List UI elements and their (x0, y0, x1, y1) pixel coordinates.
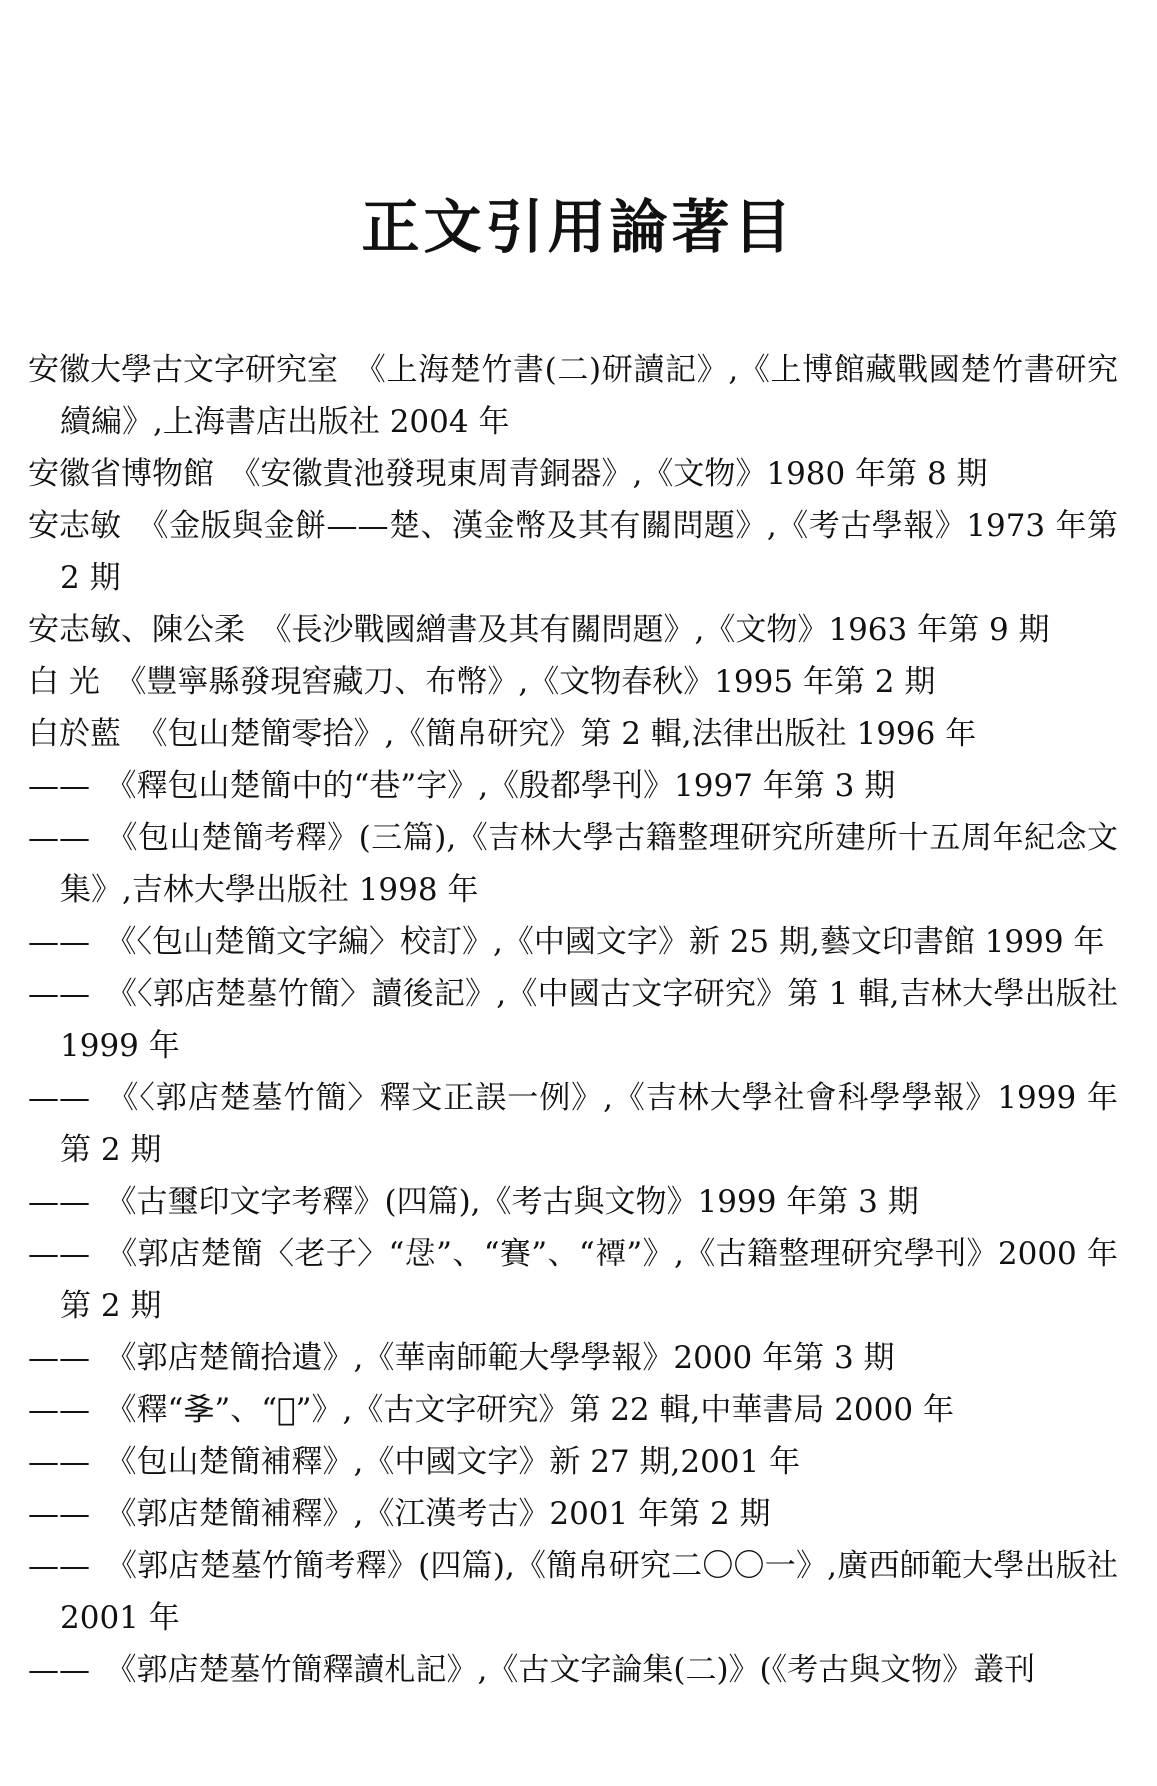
entry-work: 《〈郭店楚墓竹簡〉讀後記》,《中國古文字研究》第 1 輯,吉林大學出版社 1999 年 (60, 976, 1118, 1064)
bibliography-entry (28, 968, 1118, 1072)
bibliography-entry (28, 1540, 1118, 1644)
entry-work: 《上海楚竹書(二)研讀記》,《上博館藏戰國楚竹書研究續編》,上海書店出版社 2004 年 (60, 352, 1118, 440)
page-title: 正文引用論著目 (361, 193, 796, 261)
bibliography-entry (28, 500, 1118, 604)
bibliography-entry (28, 760, 1118, 812)
entry-work: 《金版與金餅——楚、漢金幣及其有關問題》,《考古學報》1973 年第 2 期 (60, 508, 1118, 596)
entry-author: —— (28, 1548, 90, 1584)
bibliography-entry (28, 1176, 1118, 1228)
entry-author: —— (28, 1080, 90, 1116)
bibliography-entry (28, 1384, 1118, 1436)
entry-work: 《郭店楚簡〈老子〉“𢘓”、“賽”、“𧝓”》,《古籍整理研究學刊》2000 年第 2 期 (60, 1236, 1119, 1324)
entry-author: —— (28, 924, 90, 960)
entry-author: —— (28, 1496, 90, 1532)
entry-work: 《釋包山楚簡中的“巷”字》,《殷都學刊》1997 年第 3 期 (121, 768, 896, 804)
entry-work: 《郭店楚墓竹簡考釋》(四篇),《簡帛研究二〇〇一》,廣西師範大學出版社 2001 年 (60, 1548, 1118, 1636)
bibliography-entry (28, 344, 1118, 448)
bibliography-entry (28, 448, 1118, 500)
entry-work: 《郭店楚墓竹簡釋讀札記》,《古文字論集(二)》(《考古與文物》叢刊 (121, 1652, 1036, 1688)
entry-author: 白 光 (28, 664, 100, 700)
entry-author: 白於藍 (28, 716, 121, 752)
bibliography-entry (28, 1072, 1118, 1176)
bibliography-entry (28, 604, 1118, 656)
bibliography-entry (28, 812, 1118, 916)
entry-work: 《豐寧縣發現窖藏刀、布幣》,《文物春秋》1995 年第 2 期 (130, 664, 936, 700)
entry-author: 安徽大學古文字研究室 (28, 352, 338, 388)
entry-work: 《包山楚簡考釋》(三篇),《吉林大學古籍整理研究所建所十五周年紀念文集》,吉林大學出版社 1998 年 (60, 820, 1118, 908)
entry-author: —— (28, 820, 90, 856)
entry-work: 《長沙戰國繒書及其有關問題》,《文物》1963 年第 9 期 (276, 612, 1050, 648)
bibliography-entry (28, 1644, 1118, 1696)
entry-work: 《安徽貴池發現東周青銅器》,《文物》1980 年第 8 期 (245, 456, 988, 492)
entry-author: —— (28, 768, 90, 804)
entry-author: 安志敏、陳公柔 (28, 612, 245, 648)
entry-work: 《〈郭店楚墓竹簡〉釋文正誤一例》,《吉林大學社會科學學報》1999 年第 2 期 (60, 1080, 1118, 1168)
bibliography-entry (28, 656, 1118, 708)
bibliography-list (28, 344, 1118, 1696)
entry-author: —— (28, 1236, 90, 1272)
entry-work: 《古璽印文字考釋》(四篇),《考古與文物》1999 年第 3 期 (121, 1184, 919, 1220)
entry-work: 《包山楚簡補釋》,《中國文字》新 27 期,2001 年 (121, 1444, 801, 1480)
entry-work: 《郭店楚簡補釋》,《江漢考古》2001 年第 2 期 (121, 1496, 771, 1532)
bibliography-entry (28, 708, 1118, 760)
bibliography-entry (28, 1228, 1118, 1332)
entry-author: —— (28, 1444, 90, 1480)
entry-author: —— (28, 1340, 90, 1376)
entry-author: —— (28, 1184, 90, 1220)
entry-author: —— (28, 1392, 90, 1428)
bibliography-entry (28, 916, 1118, 968)
entry-author: —— (28, 976, 90, 1012)
entry-work: 《包山楚簡零拾》,《簡帛研究》第 2 輯,法律出版社 1996 年 (152, 716, 977, 752)
entry-author: 安志敏 (28, 508, 121, 544)
bibliography-entry (28, 1488, 1118, 1540)
entry-author: 安徽省博物館 (28, 456, 214, 492)
bibliography-entry (28, 1436, 1118, 1488)
bibliography-entry (28, 1332, 1118, 1384)
entry-author: —— (28, 1652, 90, 1688)
entry-work: 《釋“𡥈”、“𤓰”》,《古文字研究》第 22 輯,中華書局 2000 年 (121, 1392, 954, 1428)
entry-work: 《〈包山楚簡文字編〉校訂》,《中國文字》新 25 期,藝文印書館 1999 年 (121, 924, 1105, 960)
entry-work: 《郭店楚簡拾遺》,《華南師範大學學報》2000 年第 3 期 (121, 1340, 895, 1376)
